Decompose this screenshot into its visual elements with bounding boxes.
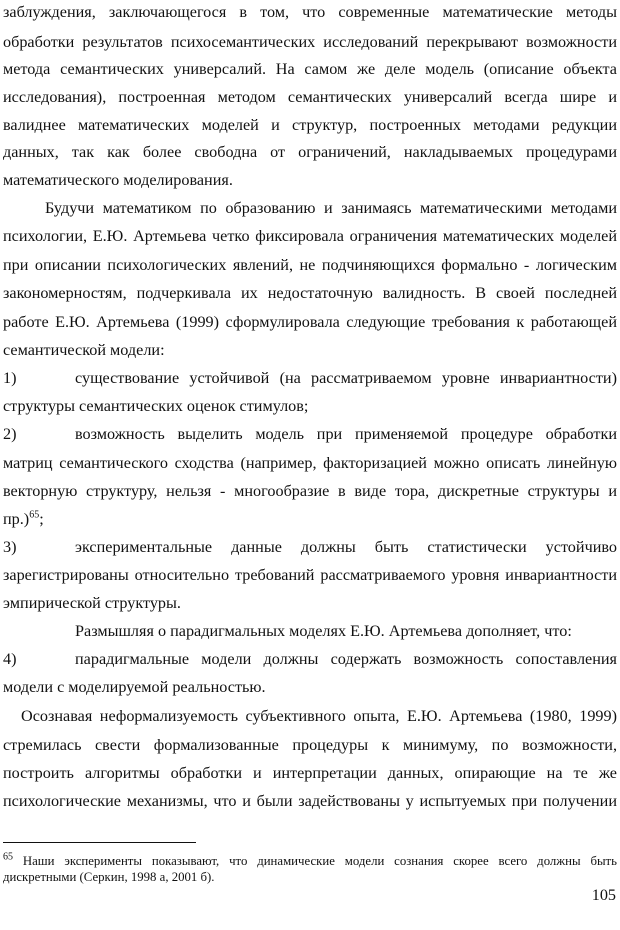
text-line xyxy=(3,509,617,529)
text-line: заблуждения, заключающегося в том, что современные математические методы xyxy=(3,3,617,21)
list-item-text: возможность выделить модель при применяемой процедуре обработки xyxy=(75,425,617,443)
list-item-number: 1) xyxy=(3,369,17,387)
footnote-separator xyxy=(3,842,196,843)
text-line: метода семантических универсалий. На самом же деле модель (описание объекта xyxy=(3,60,617,78)
list-item-text: существование устойчивой (на рассматриваемом уровне инвариантности) xyxy=(75,369,617,387)
text-line: работе Е.Ю. Артемьева (1999) сформулировала следующие требования к работающей xyxy=(3,313,617,331)
list-item-number: 2) xyxy=(3,425,17,443)
text-line: Осознавая неформализуемость субъективного опыта, Е.Ю. Артемьева (1980, 1999) xyxy=(21,707,617,725)
text-line: зарегистрированы относительно требований рассматриваемого уровня инвариантности xyxy=(3,566,617,584)
page-number: 105 xyxy=(591,886,616,904)
list-item-number: 4) xyxy=(3,650,17,668)
text-line: при описании психологических явлений, не подчиняющихся формально - логическим xyxy=(3,256,617,274)
footnote-line xyxy=(3,853,617,869)
text-line: данных, так как более свободна от ограничений, накладываемых процедурами xyxy=(3,143,617,161)
footnote-reference[interactable]: 65 xyxy=(29,509,40,521)
list-item-number: 3) xyxy=(3,538,17,556)
text-line: матриц семантического сходства (например, факторизацией можно описать линейную xyxy=(3,454,617,472)
text-line: исследования), построенная методом семантических универсалий всегда шире и xyxy=(3,88,617,106)
text-line: векторную структуру, нельзя - многообразие в виде тора, дискретные структуры и xyxy=(3,482,617,500)
text-line: валиднее математических моделей и структур, построенных методами редукции xyxy=(3,116,617,134)
text-line: психологические механизмы, что и были задействованы у испытуемых при получении xyxy=(3,792,617,810)
text-line: эмпирической структуры. xyxy=(3,594,181,612)
text-line: закономерностям, подчеркивала их недостаточную валидность. В своей последней xyxy=(3,284,617,302)
list-item-text: экспериментальные данные должны быть статистически устойчиво xyxy=(75,538,617,556)
text-line: Будучи математиком по образованию и занимаясь математическими методами xyxy=(45,199,617,217)
text-line: построить алгоритмы обработки и интерпретации данных, опирающие на те же xyxy=(3,764,617,782)
footnote-line: дискретными (Серкин, 1998 а, 2001 б). xyxy=(3,870,215,884)
text-line: обработки результатов психосемантических исследований перекрывают возможности xyxy=(3,33,617,51)
footnote-text: Наши эксперименты показывают, что динамические модели сознания скорее всего должны быть xyxy=(13,854,617,868)
text-line: семантической модели: xyxy=(3,341,165,359)
text-fragment: ; xyxy=(39,510,44,528)
footnote-number: 65 xyxy=(3,851,13,863)
text-line: модели с моделируемой реальностью. xyxy=(3,678,266,696)
text-line: психологии, Е.Ю. Артемьева четко фиксировала ограничения математических моделей xyxy=(3,227,617,245)
text-line: структуры семантических оценок стимулов; xyxy=(3,397,309,415)
text-fragment: пр.) xyxy=(3,510,30,528)
text-line: стремилась свести формализованные процедуры к минимуму, по возможности, xyxy=(3,736,617,754)
text-line: математического моделирования. xyxy=(3,171,233,189)
list-item-text: парадигмальные модели должны содержать возможность сопоставления xyxy=(75,650,617,668)
text-line: Размышляя о парадигмальных моделях Е.Ю. Артемьева дополняет, что: xyxy=(75,622,572,640)
